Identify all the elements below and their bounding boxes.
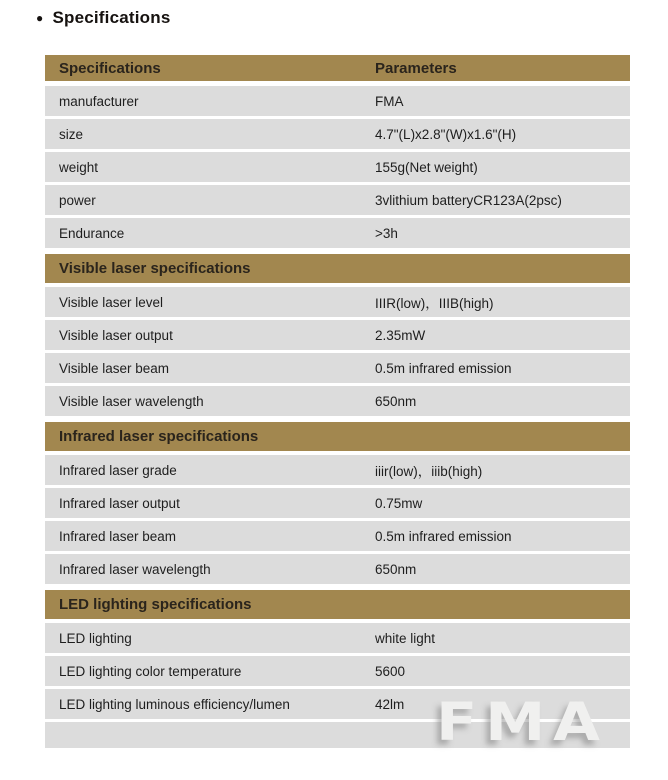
table-row-weight (45, 152, 630, 182)
row-value: 0.5m infrared emission (375, 360, 512, 376)
table-row-led-lighting (45, 623, 630, 653)
row-label: Visible laser output (59, 327, 173, 343)
page-title-text: Specifications (52, 8, 171, 27)
table-row-infrared-laser-wavelength (45, 554, 630, 584)
bullet-icon: ● (36, 11, 44, 25)
row-value: white light (375, 630, 436, 646)
row-value: FMA (375, 93, 404, 109)
table-row-visible-laser-level (45, 287, 630, 317)
row-value: 0.75mw (375, 495, 423, 511)
row-label: Infrared laser grade (59, 462, 177, 478)
row-label: weight (59, 159, 99, 175)
row-label: LED lighting luminous efficiency/lumen (59, 696, 290, 712)
fma-watermark-logo: FMA (436, 691, 608, 753)
row-label: Infrared laser beam (59, 528, 177, 544)
row-value: 2.35mW (375, 327, 426, 343)
table-row-infrared-laser-output (45, 488, 630, 518)
table-row-endurance (45, 218, 630, 248)
table-row-led-luminous-efficiency (45, 689, 630, 719)
row-label: Visible laser level (59, 294, 164, 310)
table-row-led-color-temperature (45, 656, 630, 686)
row-value: iiir(low)，iiib(high) (375, 464, 483, 479)
table-header-row (45, 55, 630, 81)
row-value: 650nm (375, 393, 417, 409)
row-label: LED lighting color temperature (59, 663, 242, 679)
row-value: 4.7"(L)x2.8"(W)x1.6"(H) (375, 126, 517, 142)
section-header-led-lighting: LED lighting specifications (45, 590, 630, 619)
empty-row (45, 722, 630, 748)
row-label: manufacturer (59, 93, 139, 109)
row-value: 42lm (375, 696, 405, 712)
section-header-visible-laser: Visible laser specifications (45, 254, 630, 283)
row-value: IIIR(low)，IIIB(high) (375, 296, 494, 311)
table-row-power (45, 185, 630, 215)
row-label: size (59, 126, 84, 142)
row-value: 0.5m infrared emission (375, 528, 512, 544)
row-label: Visible laser beam (59, 360, 170, 376)
table-row-visible-laser-wavelength (45, 386, 630, 416)
row-label: LED lighting (59, 630, 132, 646)
row-label: Endurance (59, 225, 125, 241)
row-label: Visible laser wavelength (59, 393, 204, 409)
row-value: >3h (375, 225, 398, 241)
table-row-visible-laser-beam (45, 353, 630, 383)
row-label: Infrared laser output (59, 495, 180, 511)
table-row-size (45, 119, 630, 149)
page-title (36, 8, 171, 28)
table-row-visible-laser-output (45, 320, 630, 350)
column-header-parameters: Parameters (375, 59, 457, 77)
table-row-manufacturer (45, 86, 630, 116)
section-header-infrared-laser: Infrared laser specifications (45, 422, 630, 451)
table-row-infrared-laser-beam (45, 521, 630, 551)
column-header-specifications: Specifications (59, 59, 161, 77)
row-label: power (59, 192, 96, 208)
table-row-infrared-laser-grade (45, 455, 630, 485)
row-label: Infrared laser wavelength (59, 561, 211, 577)
row-value: 3vlithium batteryCR123A(2psc) (375, 192, 562, 208)
specifications-table (45, 55, 630, 753)
row-value: 650nm (375, 561, 417, 577)
row-value: 5600 (375, 663, 406, 679)
row-value: 155g(Net weight) (375, 159, 478, 175)
